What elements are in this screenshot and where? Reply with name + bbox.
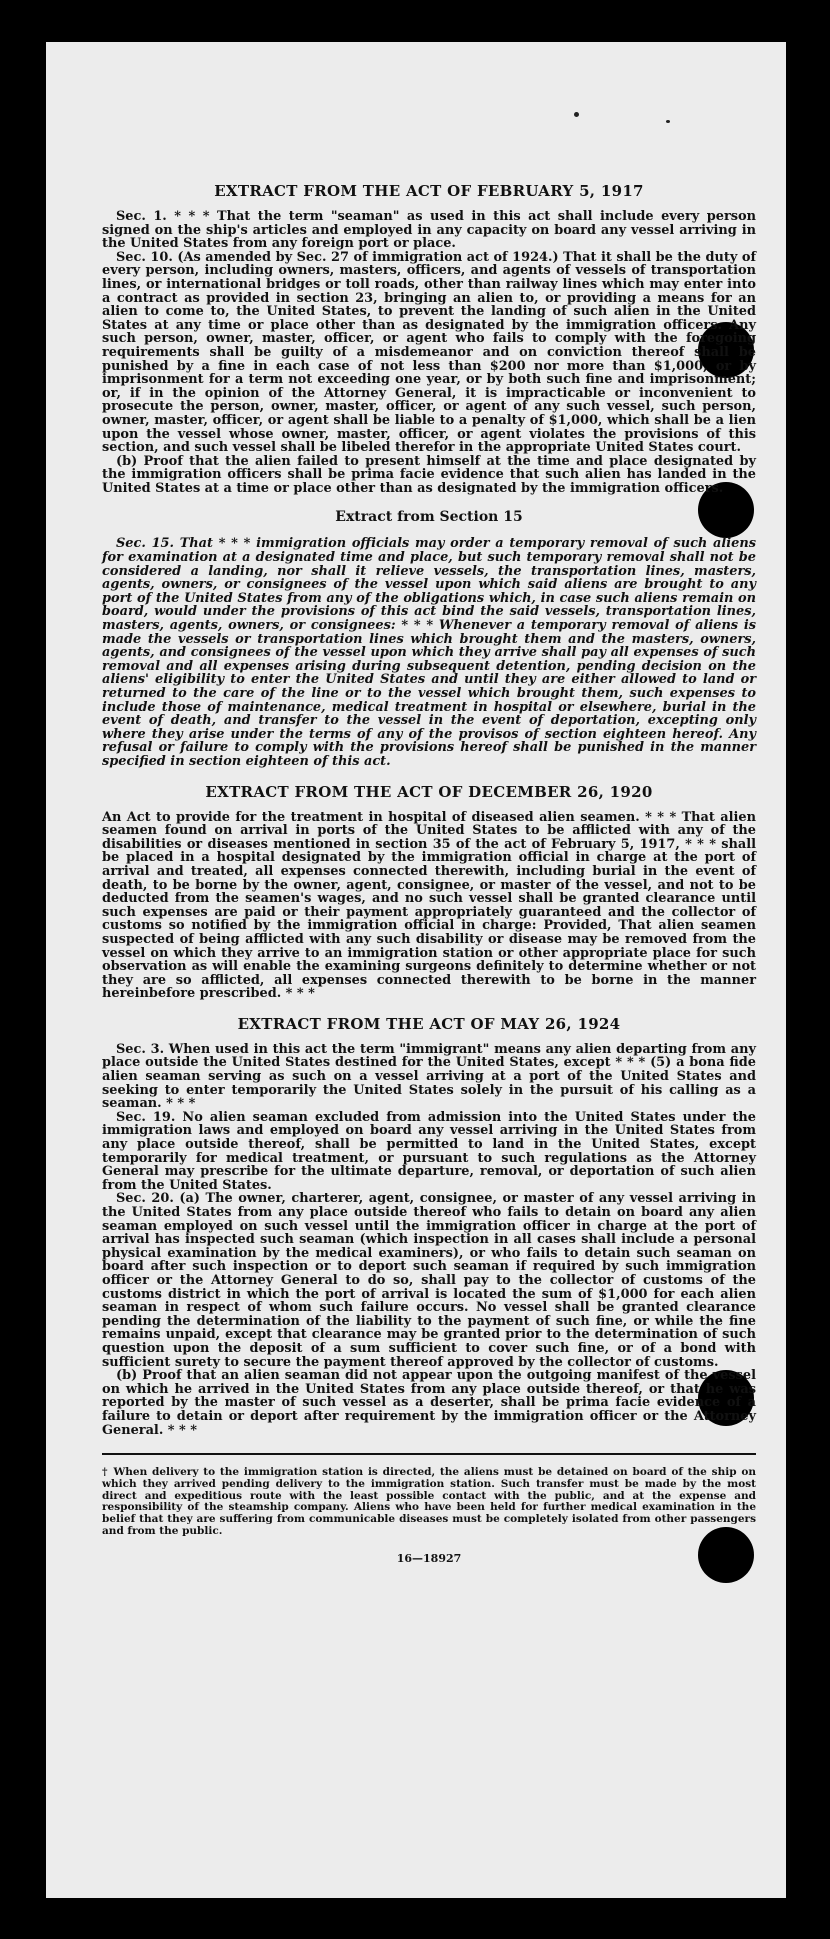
paragraph: Sec. 10. (As amended by Sec. 27 of immigration act of 1924.) That it shall be the duty of every person, including owners, masters, officers, and agents of vessels of transportation lines, or international bridges or toll roads, other than railway lines which may enter into a contract as provided in section 23, bringing an alien to, or providing a means for an alien to come to, the United States, to prevent the landing of such alien in the United States at any time or place other than as designated by the immigration officers. Any such person, owner, master, officer, or agent who fails to comply with the foregoing requirements shall be guilty of a misdemeanor and on conviction thereof shall be punished by a fine in each case of not less than $200 nor more than $1,000, or by imprisonment for a term not exceeding one year, or by both such fine and imprisonment; or, if in the opinion of the Attorney General, it is impracticable or inconvenient to prosecute the person, owner, master, officer, or agent of any such vessel, such person, owner, master, officer, or agent shall be liable to a penalty of $1,000, which shall be a lien upon the vessel whose owner, master, officer, or agent violates the provisions of this section, and such vessel shall be libeled therefor in the appropriate United States court. bbox=[102, 249, 756, 456]
section-subtitle: Extract from Section 15 bbox=[335, 509, 523, 526]
paragraph: Sec. 1. * * * That the term "seaman" as used in this act shall include every person signed on the ship's articles and employed in any capacity on board any vessel arriving in the United States from any foreign port or place. bbox=[102, 209, 756, 252]
paragraph: Sec. 15. That * * * immigration officials may order a temporary removal of such aliens for examination at a designated time and place, but such temporary removal shall not be considered a landing, nor shall it relieve vessels, the transportation lines, masters, agents, owners, or consignees of the vessel upon which said aliens are brought to any port of the United States from any of the obligations which, in case such aliens remain on board, would under the provisions of this act bind the said vessels, transportation lines, masters, agents, owners, or consignees: * * * Whenever a temporary removal of aliens is made the vessels or transportation lines which brought them and the masters, owners, agents, and consignees of the vessel upon which they arrive shall pay all expenses of such removal and all expenses arising during subsequent detention, pending decision on the aliens' eligibility to enter the United States and until they are either allowed to land or returned to the care of the line or to the vessel which brought them, such expenses to include those of maintenance, medical treatment in hospital or elsewhere, burial in the event of death, and transfer to the vessel in the event of deportation, excepting only where they arise under the terms of any of the provisos of section eighteen hereof. Any refusal or failure to comply with the provisions hereof shall be punished in the manner specified in section eighteen of this act. bbox=[102, 536, 756, 769]
document-body bbox=[102, 182, 756, 1565]
footnote-rule bbox=[102, 1453, 756, 1455]
footnote: † When delivery to the immigration station is directed, the aliens must be detained on board of the ship on which they arrived pending delivery to the immigration station. Such transfer must be made by the most direct and expeditious route with the least possible contact with the public, and at the expense and responsibility of the steamship company. Aliens who have been held for further medical examination in the belief that they are suffering from communicable diseases must be completely isolated from other passengers and from the public. bbox=[102, 1466, 756, 1538]
section-title: EXTRACT FROM THE ACT OF FEBRUARY 5, 1917 bbox=[214, 182, 644, 200]
page-number: 16—18927 bbox=[396, 1551, 462, 1565]
paragraph: An Act to provide for the treatment in hospital of diseased alien seamen. * * * That alien seamen found on arrival in ports of the United States to be afflicted with any of the disabilities or diseases mentioned in section 35 of the act of February 5, 1917, * * * shall be placed in a hospital designated by the immigration official in charge at the port of arrival and treated, all expenses connected therewith, including burial in the event of death, to be borne by the owner, agent, consignee, or master of the vessel, and not to be deducted from the seamen's wages, and no such vessel shall be granted clearance until such expenses are paid or their payment appropriately guaranteed and the collector of customs so notified by the immigration official in charge: Provided, That alien seamen suspected of being afflicted with any such disability or disease may be removed from the vessel on which they arrive to an immigration station or other appropriate place for such observation as will enable the examining surgeons definitely to determine whether or not they are so afflicted, all expenses connected therewith to be borne in the manner hereinbefore prescribed. * * * bbox=[102, 809, 756, 1002]
section-title: EXTRACT FROM THE ACT OF MAY 26, 1924 bbox=[237, 1014, 621, 1033]
document-page bbox=[46, 42, 786, 1898]
paragraph: Sec. 3. When used in this act the term "immigrant" means any alien departing from any place outside the United States destined for the United States, except * * * (5) a bona fide alien seaman serving as such on a vessel arriving at a port of the United States and seeking to enter temporarily the United States solely in the pursuit of his calling as a seaman. * * * bbox=[102, 1041, 756, 1112]
paragraph: Sec. 20. (a) The owner, charterer, agent, consignee, or master of any vessel arriving in the United States from any place outside thereof who fails to detain on board any alien seaman employed on such vessel until the immigration officer in charge at the port of arrival has inspected such seaman (which inspection in all cases shall include a personal physical examination by the medical examiners), or who fails to detain such seaman on board after such inspection or to deport such seaman if required by such immigration officer or the Attorney General to do so, shall pay to the collector of customs of the customs district in which the port of arrival is located the sum of $1,000 for each alien seaman in respect of whom such failure occurs. No vessel shall be granted clearance pending the determination of the liability to the payment of such fine, or while the fine remains unpaid, except that clearance may be granted prior to the determination of such question upon the deposit of a sum sufficient to cover such fine, or of a bond with sufficient surety to secure the payment thereof approved by the collector of customs. bbox=[102, 1191, 756, 1370]
scan-speck bbox=[666, 120, 670, 123]
paragraph: (b) Proof that an alien seaman did not appear upon the outgoing manifest of the vessel on which he arrived in the United States from any place outside thereof, or that he was reported by the master of such vessel as a deserter, shall be prima facie evidence of a failure to detain or deport after requirement by the immigration officer or the Attorney General. * * * bbox=[102, 1368, 756, 1438]
section-title: EXTRACT FROM THE ACT OF DECEMBER 26, 1920 bbox=[205, 782, 653, 801]
paragraph: Sec. 19. No alien seaman excluded from admission into the United States under the immigration laws and employed on board any vessel arriving in the United States from any place outside thereof, shall be permitted to land in the United States, except temporarily for medical treatment, or pursuant to such regulations as the Attorney General may prescribe for the ultimate departure, removal, or deportation of such alien from the United States. bbox=[102, 1109, 756, 1193]
scan-speck bbox=[574, 112, 579, 117]
paragraph: (b) Proof that the alien failed to present himself at the time and place designated by the immigration officers shall be prima facie evidence that such alien has landed in the United States at a time or place other than as designated by the immigration officers. bbox=[102, 453, 756, 496]
